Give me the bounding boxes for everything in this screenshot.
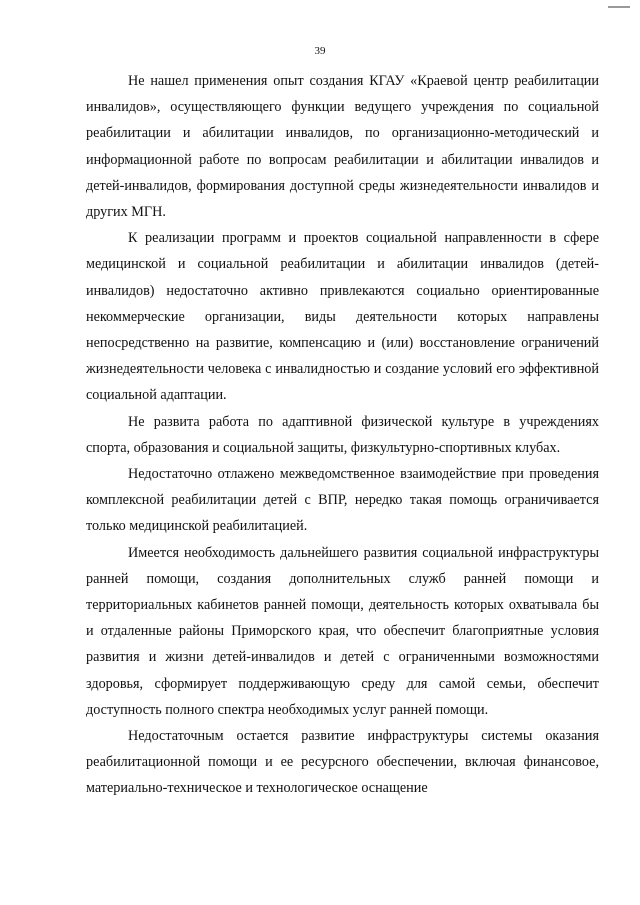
scan-corner-mark <box>608 6 630 8</box>
body-text <box>86 68 599 802</box>
page-number: 39 <box>314 45 326 57</box>
paragraph-2: К реализации программ и проектов социальной направленности в сфере медицинской и социальной реабилитации и абилитации инвалидов (детей-инвалидов) недостаточно активно привлекаются социально ориентированные некоммерческие организации, виды деятельности которых направлены непосредственно на развитие, компенсацию и (или) восстановление ограничений жизнедеятельности человека с инвалидностью и создание условий его эффективной социальной адаптации. <box>86 230 599 404</box>
paragraph-6: Недостаточным остается развитие инфраструктуры системы оказания реабилитационной помощи и ее ресурсного обеспечении, включая финансовое, материально-техническое и технологическое оснащение <box>86 728 599 797</box>
paragraph-3: Не развита работа по адаптивной физической культуре в учреждениях спорта, образования и социальной защиты, физкультурно-спортивных клубах. <box>86 413 599 456</box>
paragraph-5: Имеется необходимость дальнейшего развития социальной инфраструктуры ранней помощи, создания дополнительных служб ранней помощи и территориальных кабинетов ранней помощи, деятельность которых охватывала бы и отдаленные районы Приморского края, что обеспечит благоприятные условия развития и жизни детей-инвалидов и детей с ограниченными возможностями здоровья, сформирует поддерживающую среду для самой семьи, обеспечит доступность полного спектра необходимых услуг ранней помощи. <box>86 544 599 718</box>
paragraph-1: Не нашел применения опыт создания КГАУ «Краевой центр реабилитации инвалидов», осуществляющего функции ведущего учреждения по социальной реабилитации и абилитации инвалидов, по организационно-методический и информационной работе по вопросам реабилитации и абилитации инвалидов и детей-инвалидов, формирования доступной среды жизнедеятельности инвалидов и других МГН. <box>86 73 599 221</box>
paragraph-4: Недостаточно отлажено межведомственное взаимодействие при проведения комплексной реабилитации детей с ВПР, нередко такая помощь ограничивается только медицинской реабилитацией. <box>86 466 599 535</box>
